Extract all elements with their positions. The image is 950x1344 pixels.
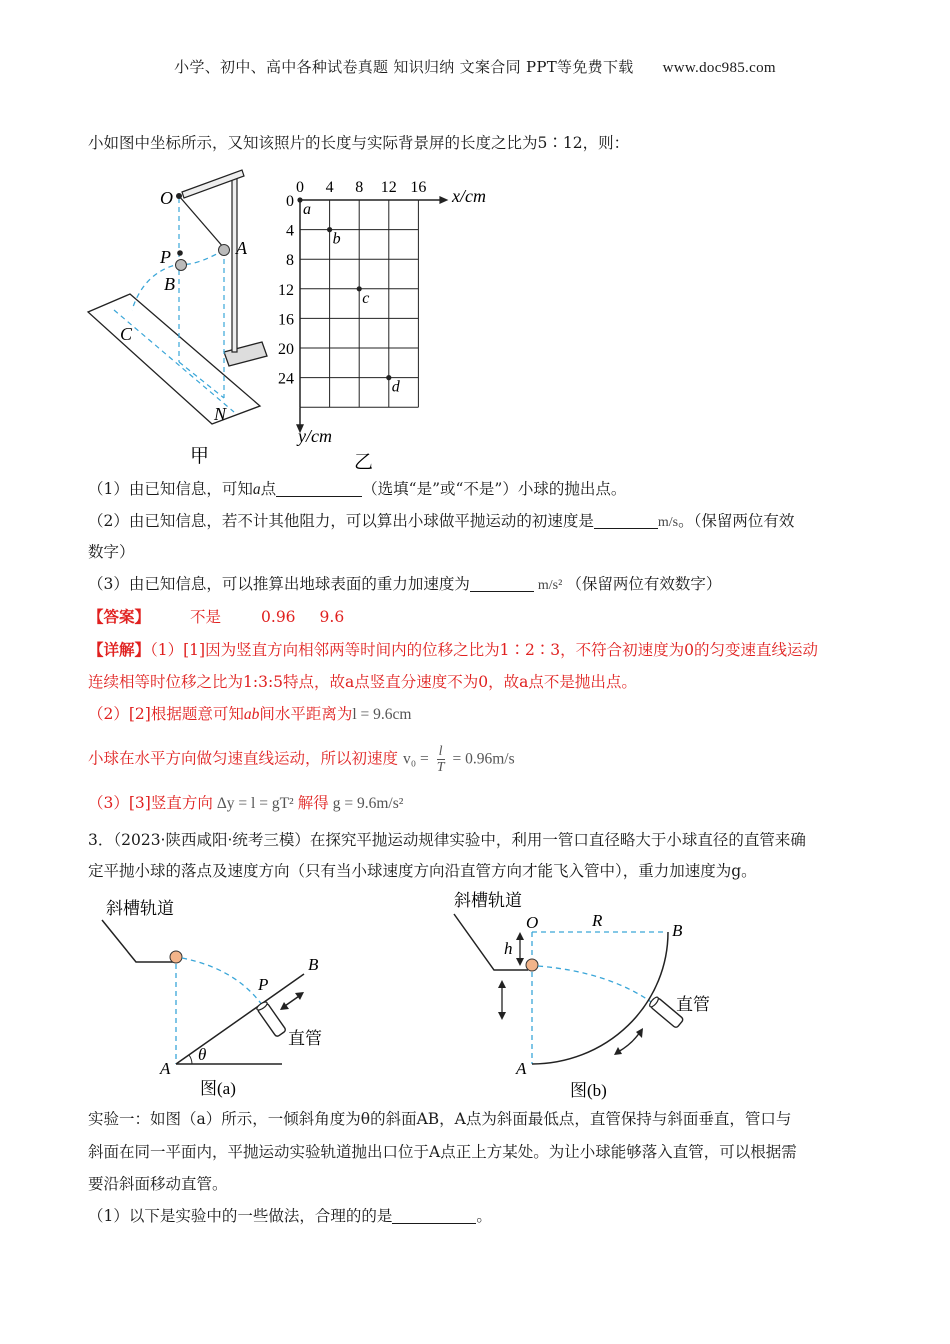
x-axis-arrow	[439, 196, 448, 204]
pendulum-string	[179, 196, 224, 248]
label-P: P	[160, 247, 171, 267]
y-tick-label: 24	[278, 370, 294, 388]
fig-b-label-B: B	[672, 921, 683, 940]
x-tick-label: 4	[325, 179, 334, 196]
answer-blank-3[interactable]	[470, 575, 534, 592]
point-P	[177, 250, 183, 256]
detail-line-5: （3）[3]竖直方向 Δy = l = gT² 解得 g = 9.6m/s²	[88, 794, 404, 812]
label-O: O	[160, 188, 173, 208]
fig-b-arc	[532, 932, 668, 1064]
x-axis-label: x/cm	[452, 186, 486, 206]
fig-a-caption: 图(a)	[200, 1079, 236, 1098]
x-tick-label: 0	[296, 179, 304, 196]
fig-b-tube-label: 直管	[676, 995, 710, 1014]
x-tick-label: 8	[355, 179, 364, 196]
y-tick-label: 16	[278, 311, 294, 329]
fig-b-label-R: R	[592, 911, 603, 930]
point-label-c: c	[362, 289, 370, 307]
fig-a-label-B: B	[308, 955, 319, 974]
fig-a-track	[102, 920, 174, 962]
y-axis-label: y/cm	[298, 426, 332, 446]
header-text: 小学、初中、高中各种试卷真题 知识归纳 文案合同 PPT等免费下载	[174, 58, 634, 76]
y-tick-label: 4	[286, 222, 294, 240]
y-tick-label: 8	[286, 252, 294, 270]
fig-a-tube-label: 直管	[288, 1029, 322, 1048]
intro-line: 小如图中坐标所示，又知该照片的长度与实际背景屏的长度之比为5∶12，则：	[88, 134, 630, 152]
stand-base	[224, 342, 267, 366]
experiment-line-1: 实验一：如图（a）所示，一倾斜角度为θ的斜面AB，A点为斜面最低点，直管保持与斜面垂直，管口与	[88, 1110, 792, 1128]
question-2-cont: 数字）	[88, 543, 135, 561]
fig-a-label-A: A	[160, 1059, 171, 1078]
figure-jia	[84, 162, 284, 472]
detail-line-3: （2）[2]根据题意可知ab间水平距离为l = 9.6cm	[88, 705, 412, 723]
point-O	[176, 193, 182, 199]
answer-blank-2[interactable]	[594, 512, 658, 529]
detail-line-2: 连续相等时位移之比为1:3:5特点，故a点竖直分速度不为0，故a点不是抛出点。	[88, 673, 637, 691]
answer-1: 不是	[190, 608, 222, 626]
answer-line: 【答案】 不是 0.96 9.6	[88, 607, 345, 626]
figure-b	[440, 884, 740, 1100]
x-tick-label: 12	[380, 179, 397, 196]
experiment-line-2: 斜面在同一平面内，平抛运动实验轨道抛出口位于A点正上方某处。为让小球能够落入直管，可以根据需	[88, 1143, 797, 1161]
q3-line-1: 3．（2023·陕西咸阳·统考三模）在探究平抛运动规律实验中，利用一管口直径略大于小球直径的直管来确	[88, 831, 806, 849]
ball-B	[176, 260, 187, 271]
data-point-d	[386, 375, 391, 380]
label-N: N	[214, 404, 227, 424]
answer-blank-4[interactable]	[392, 1207, 476, 1224]
trajectory	[132, 250, 224, 310]
detail-line-1: 【详解】（1）[1]因为竖直方向相邻两等时间内的位移之比为1∶2∶3，不符合初速度为0的匀变速直线运动	[88, 640, 819, 659]
data-point-c	[357, 286, 362, 291]
point-label-a: a	[303, 201, 311, 218]
x-tick-label: 16	[410, 179, 427, 196]
label-A: A	[236, 238, 247, 258]
answer-3: 9.6	[319, 608, 345, 626]
label-B: B	[164, 274, 175, 294]
point-label-b: b	[332, 230, 341, 248]
y-tick-label: 12	[278, 281, 294, 299]
data-point-a	[297, 197, 302, 202]
header-site-link[interactable]: www.doc985.com	[662, 60, 776, 76]
fig-b-label-h: h	[504, 939, 513, 958]
fig-b-trajectory	[538, 966, 654, 1004]
data-point-b	[327, 227, 332, 232]
point-label-d: d	[391, 378, 400, 396]
experiment-question-1: （1）以下是实验中的一些做法，合理的的是 。	[88, 1207, 492, 1225]
q3-line-2: 定平抛小球的落点及速度方向（只有当小球速度方向沿直管方向才能飞入管中），重力加速度为g。	[88, 862, 757, 880]
figure-a	[92, 890, 362, 1100]
fig-a-incline	[176, 974, 304, 1064]
fig-b-caption: 图(b)	[570, 1081, 607, 1100]
y-tick-label: 0	[286, 193, 294, 210]
fig-b-ball	[526, 959, 538, 971]
page-header	[0, 56, 950, 77]
question-1: （1）由已知信息，可知a点 （选填“是”或“不是”）小球的抛出点。	[88, 480, 627, 498]
fig-a-label-theta: θ	[198, 1045, 207, 1064]
fig-b-label-O: O	[526, 913, 539, 932]
question-2: （2）由已知信息，若不计其他阻力，可以算出小球做平抛运动的初速度是 m/s。（保留两位有效	[88, 512, 795, 530]
ball-A	[219, 245, 230, 256]
fig-a-ball	[170, 951, 182, 963]
experiment-line-3: 要沿斜面移动直管。	[88, 1175, 228, 1193]
caption-yi: 乙	[354, 452, 374, 473]
fig-a-label-P: P	[258, 975, 269, 994]
fig-a-tube	[256, 1001, 287, 1038]
fig-b-label-A: A	[516, 1059, 527, 1078]
fig-b-track-label: 斜槽轨道	[454, 891, 522, 910]
fig-a-track-label: 斜槽轨道	[106, 899, 174, 918]
answer-blank-1[interactable]	[276, 480, 362, 497]
fig-a-trajectory	[182, 958, 268, 1014]
fig-b-track	[454, 914, 528, 970]
y-tick-label: 20	[278, 341, 294, 358]
answer-2: 0.96	[261, 608, 296, 626]
detail-line-4: 小球在水平方向做匀速直线运动，所以初速度 v₀ = $\frac{l}{T}$ = 0.96m/s	[88, 744, 515, 775]
caption-jia: 甲	[190, 446, 210, 467]
label-C: C	[120, 324, 133, 344]
figure-yi	[276, 170, 506, 480]
question-3: （3）由已知信息，可以推算出地球表面的重力加速度为 m/s² （保留两位有效数字）	[88, 575, 722, 593]
stand-pole	[232, 174, 237, 352]
